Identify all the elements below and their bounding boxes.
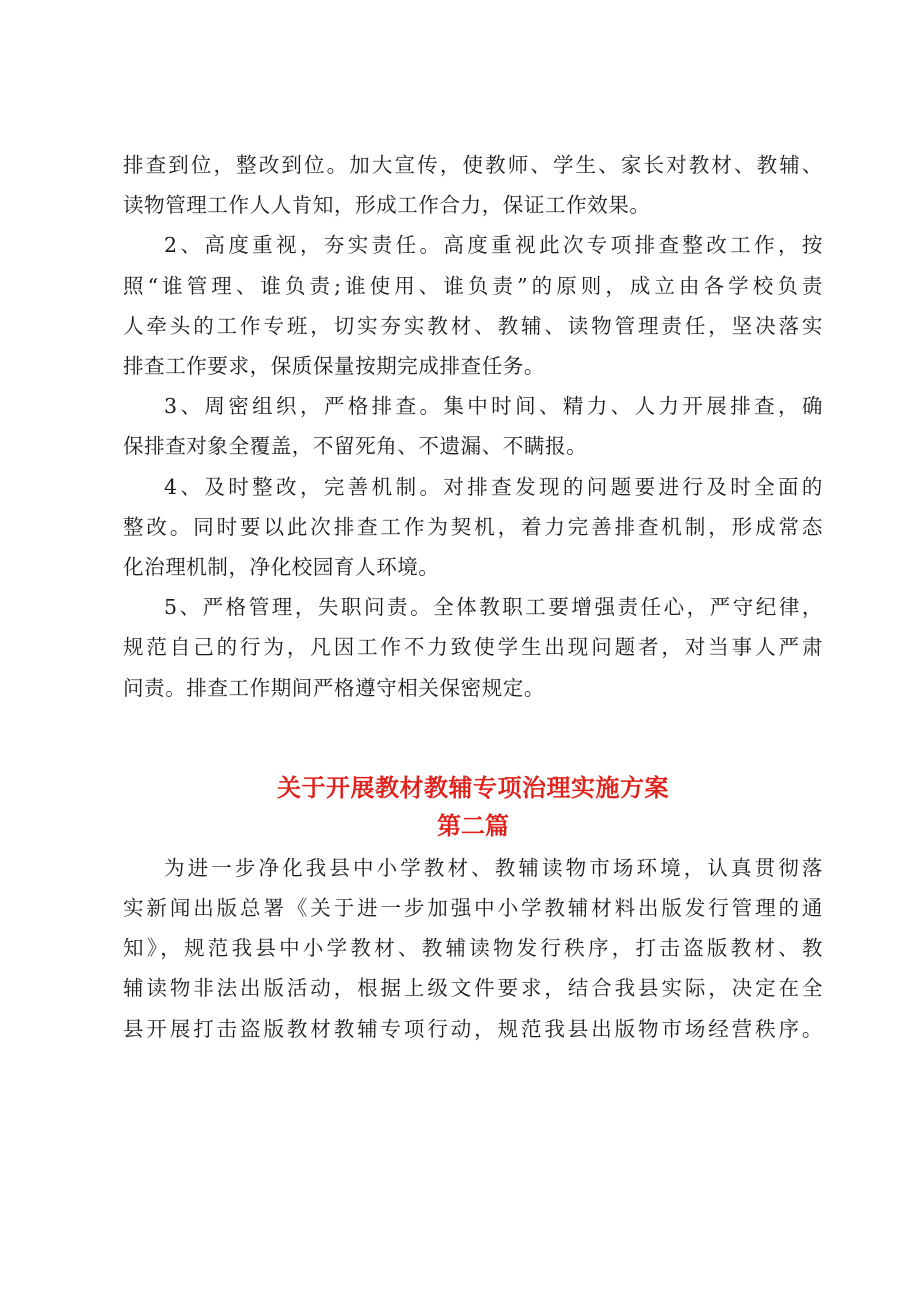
- document-subtitle: 第二篇: [437, 811, 509, 840]
- paragraph-item-2: [123, 225, 823, 386]
- text-line: 2、高度重视，夯实责任。高度重视此次专项排查整改工作，按: [164, 233, 823, 258]
- paragraph-item-3: [123, 386, 823, 466]
- text-line: 保排查对象全覆盖，不留死角、不遗漏、不瞒报。: [123, 434, 588, 459]
- text-line: 读物管理工作人人肯知，形成工作合力，保证工作效果。: [123, 193, 651, 218]
- text-line: 为进一步净化我县中小学教材、教辅读物市场环境，认真贯彻落: [164, 855, 823, 880]
- text-line: 3、周密组织，严格排查。集中时间、精力、人力开展排查，确: [164, 394, 823, 419]
- text-line: 照“谁管理、谁负责;谁使用、谁负责”的原则，成立由各学校负责: [123, 273, 823, 298]
- text-line: 整改。同时要以此次排查工作为契机，着力完善排查机制，形成常态: [123, 514, 823, 539]
- text-line: 化治理机制，净化校园育人环境。: [123, 555, 440, 580]
- text-line: 4、及时整改，完善机制。对排查发现的问题要进行及时全面的: [164, 474, 823, 499]
- paragraph-continuation: [123, 145, 823, 225]
- paragraph-item-5: [123, 587, 823, 708]
- document-title: 关于开展教材教辅专项治理实施方案: [277, 773, 669, 802]
- text-line: 5、严格管理，失职问责。全体教职工要增强责任心，严守纪律，: [164, 595, 823, 620]
- text-line: 规范自己的行为，凡因工作不力致使学生出现问题者，对当事人严肃: [123, 635, 823, 660]
- text-line: 排查到位，整改到位。加大宣传，使教师、学生、家长对教材、教辅、: [123, 153, 823, 177]
- text-line: 人牵头的工作专班，切实夯实教材、教辅、读物管理责任，坚决落实: [123, 313, 823, 338]
- text-line: 排查工作要求，保质保量按期完成排查任务。: [123, 354, 545, 379]
- text-line: 辅读物非法出版活动，根据上级文件要求，结合我县实际，决定在全: [123, 976, 823, 1001]
- text-line: 实新闻出版总署《关于进一步加强中小学教辅材料出版发行管理的通: [123, 896, 823, 921]
- section-spacer: [123, 708, 823, 770]
- paragraph-item-4: [123, 467, 823, 588]
- text-line: 县开展打击盗版教材教辅专项行动，规范我县出版物市场经营秩序。: [123, 1016, 823, 1041]
- text-line: 问责。排查工作期间严格遵守相关保密规定。: [123, 675, 545, 700]
- text-line: 知》，规范我县中小学教材、教辅读物发行秩序，打击盗版教材、教: [123, 936, 823, 961]
- paragraph-intro: [123, 848, 823, 1049]
